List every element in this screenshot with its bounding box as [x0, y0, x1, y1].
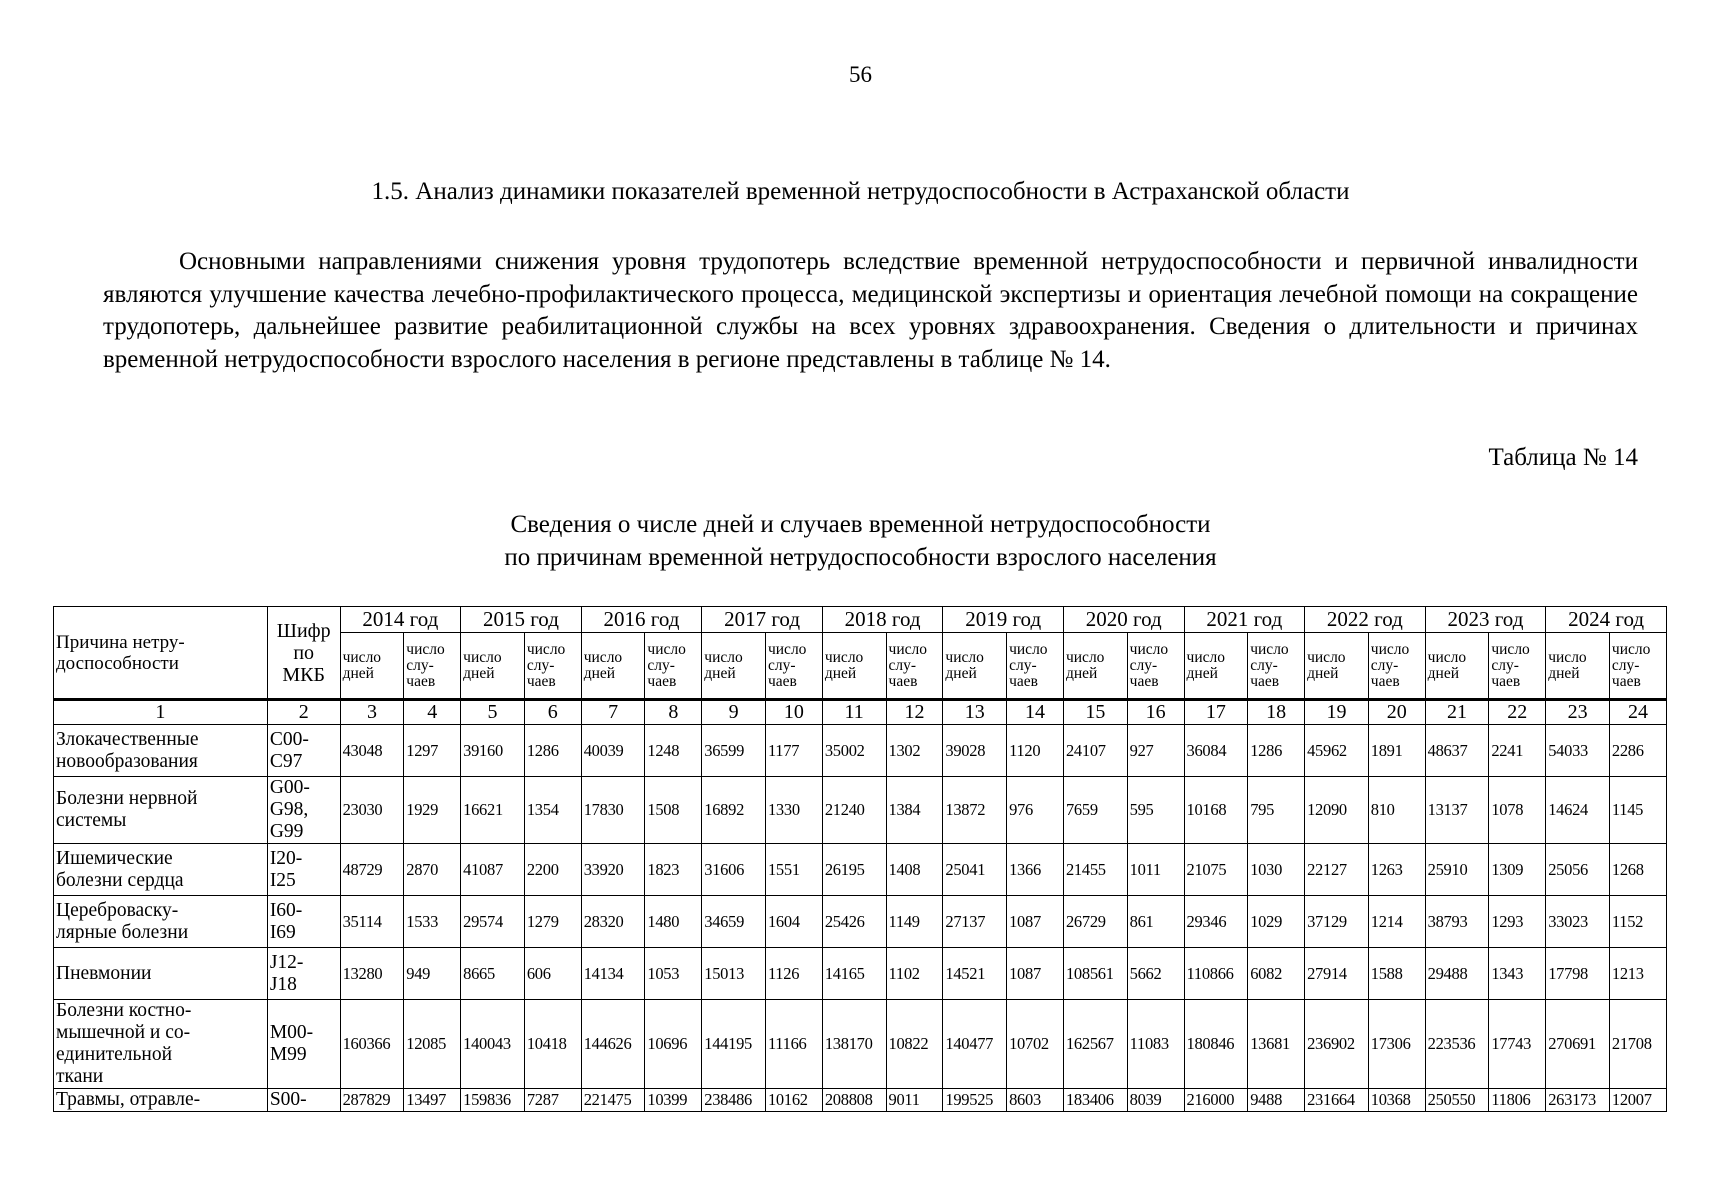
- sick-leave-table: [53, 606, 1667, 1112]
- column-number: 9: [702, 700, 766, 725]
- cell-cases: 1286: [1248, 725, 1305, 777]
- cell-days: 16621: [461, 777, 525, 844]
- cell-days: 29574: [461, 896, 525, 948]
- header-cases: число слу- чаев: [524, 633, 581, 700]
- cell-cause: Травмы, отравле-: [54, 1089, 268, 1112]
- header-year-2016: 2016 год: [581, 607, 702, 633]
- cell-cases: 21708: [1609, 1000, 1666, 1089]
- cell-cases: 8603: [1007, 1089, 1064, 1112]
- header-cases: число слу- чаев: [1127, 633, 1184, 700]
- cell-cases: 10368: [1368, 1089, 1425, 1112]
- column-number: 21: [1425, 700, 1489, 725]
- cell-days: 26195: [822, 844, 886, 896]
- cell-cases: 10702: [1007, 1000, 1064, 1089]
- cell-icd-code: M00- M99: [267, 1000, 340, 1089]
- cell-days: 140043: [461, 1000, 525, 1089]
- cell-days: 23030: [340, 777, 404, 844]
- cell-cases: 1102: [886, 948, 943, 1000]
- cell-days: 33920: [581, 844, 645, 896]
- header-days: число дней: [943, 633, 1007, 700]
- section-heading: 1.5. Анализ динамики показателей временной нетрудоспособности в Астраханской области: [371, 178, 1350, 205]
- cell-cases: 7287: [524, 1089, 581, 1112]
- column-number: 20: [1368, 700, 1425, 725]
- cell-cases: 1309: [1489, 844, 1546, 896]
- header-cases: число слу- чаев: [1248, 633, 1305, 700]
- cell-cases: 13681: [1248, 1000, 1305, 1089]
- cell-cases: 1120: [1007, 725, 1064, 777]
- cell-days: 238486: [702, 1089, 766, 1112]
- cell-icd-code: S00-: [267, 1089, 340, 1112]
- cell-days: 25056: [1546, 844, 1610, 896]
- cell-days: 21075: [1184, 844, 1248, 896]
- cell-days: 7659: [1063, 777, 1127, 844]
- column-number: 17: [1184, 700, 1248, 725]
- cell-icd-code: I20- I25: [267, 844, 340, 896]
- header-cases: число слу- чаев: [1609, 633, 1666, 700]
- cell-cases: 1029: [1248, 896, 1305, 948]
- cell-days: 162567: [1063, 1000, 1127, 1089]
- cell-cases: 1213: [1609, 948, 1666, 1000]
- table-row: [54, 844, 1667, 896]
- cell-days: 31606: [702, 844, 766, 896]
- cell-cases: 976: [1007, 777, 1064, 844]
- cell-cases: 1297: [404, 725, 461, 777]
- cell-cases: 1343: [1489, 948, 1546, 1000]
- table-title-line-1: Сведения о числе дней и случаев временной нетрудоспособности: [510, 511, 1211, 538]
- cell-cases: 1011: [1127, 844, 1184, 896]
- cell-cases: 11166: [765, 1000, 822, 1089]
- cell-days: 21455: [1063, 844, 1127, 896]
- cell-days: 236902: [1305, 1000, 1369, 1089]
- cell-days: 263173: [1546, 1089, 1610, 1112]
- cell-days: 29488: [1425, 948, 1489, 1000]
- cell-cases: 9488: [1248, 1089, 1305, 1112]
- cell-cases: 1078: [1489, 777, 1546, 844]
- cell-days: 250550: [1425, 1089, 1489, 1112]
- column-number: 23: [1546, 700, 1610, 725]
- cell-days: 199525: [943, 1089, 1007, 1112]
- column-number: 8: [645, 700, 702, 725]
- cell-days: 8665: [461, 948, 525, 1000]
- cell-days: 108561: [1063, 948, 1127, 1000]
- cell-cases: 595: [1127, 777, 1184, 844]
- column-number: 10: [765, 700, 822, 725]
- table-title-line-2: по причинам временной нетрудоспособности взрослого населения: [504, 544, 1217, 571]
- cell-days: 48729: [340, 844, 404, 896]
- header-days: число дней: [1305, 633, 1369, 700]
- cell-cases: 9011: [886, 1089, 943, 1112]
- header-year-2023: 2023 год: [1425, 607, 1546, 633]
- cell-cases: 1480: [645, 896, 702, 948]
- cell-cases: 1551: [765, 844, 822, 896]
- table-row: [54, 725, 1667, 777]
- header-days: число дней: [1546, 633, 1610, 700]
- cell-days: 43048: [340, 725, 404, 777]
- header-year-2015: 2015 год: [461, 607, 582, 633]
- header-days: число дней: [340, 633, 404, 700]
- cell-cases: 795: [1248, 777, 1305, 844]
- column-number: 24: [1609, 700, 1666, 725]
- column-number: 14: [1007, 700, 1064, 725]
- cell-icd-code: I60- I69: [267, 896, 340, 948]
- header-cases: число слу- чаев: [404, 633, 461, 700]
- cell-cases: 17306: [1368, 1000, 1425, 1089]
- cell-cases: 5662: [1127, 948, 1184, 1000]
- cell-days: 183406: [1063, 1089, 1127, 1112]
- cell-cases: 1214: [1368, 896, 1425, 948]
- table-row: [54, 948, 1667, 1000]
- cell-cases: 17743: [1489, 1000, 1546, 1089]
- header-year-2019: 2019 год: [943, 607, 1064, 633]
- cell-cases: 1384: [886, 777, 943, 844]
- cell-cases: 2241: [1489, 725, 1546, 777]
- header-cases: число слу- чаев: [1489, 633, 1546, 700]
- header-days: число дней: [702, 633, 766, 700]
- header-year-2017: 2017 год: [702, 607, 823, 633]
- cell-cases: 6082: [1248, 948, 1305, 1000]
- cell-cases: 1248: [645, 725, 702, 777]
- column-number: 7: [581, 700, 645, 725]
- column-number: 22: [1489, 700, 1546, 725]
- cell-days: 37129: [1305, 896, 1369, 948]
- cell-days: 110866: [1184, 948, 1248, 1000]
- cell-days: 12090: [1305, 777, 1369, 844]
- cell-days: 13137: [1425, 777, 1489, 844]
- cell-days: 40039: [581, 725, 645, 777]
- cell-days: 14624: [1546, 777, 1610, 844]
- cell-cases: 949: [404, 948, 461, 1000]
- cell-cause: Ишемические болезни сердца: [54, 844, 268, 896]
- cell-days: 16892: [702, 777, 766, 844]
- cell-days: 160366: [340, 1000, 404, 1089]
- cell-cases: 10418: [524, 1000, 581, 1089]
- column-number: 15: [1063, 700, 1127, 725]
- column-number: 2: [267, 700, 340, 725]
- cell-cases: 1408: [886, 844, 943, 896]
- cell-days: 36084: [1184, 725, 1248, 777]
- cell-cases: 13497: [404, 1089, 461, 1112]
- cell-cases: 1293: [1489, 896, 1546, 948]
- cell-cases: 1268: [1609, 844, 1666, 896]
- header-cases: число слу- чаев: [645, 633, 702, 700]
- cell-cases: 1823: [645, 844, 702, 896]
- cell-icd-code: C00- C97: [267, 725, 340, 777]
- cell-days: 45962: [1305, 725, 1369, 777]
- cell-cases: 927: [1127, 725, 1184, 777]
- cell-cause: Злокачественные новообразования: [54, 725, 268, 777]
- cell-cases: 10822: [886, 1000, 943, 1089]
- cell-days: 25426: [822, 896, 886, 948]
- cell-cases: 1030: [1248, 844, 1305, 896]
- column-number: 13: [943, 700, 1007, 725]
- cell-days: 22127: [1305, 844, 1369, 896]
- cell-cases: 1533: [404, 896, 461, 948]
- intro-paragraph: Основными направлениями снижения уровня трудопотерь вследствие временной нетрудоспособности и первичной инвалидности являются улучшение качества лечебно-профилактического процесса, медицинской экспертизы и ориентация лечебной помощи на сокращение трудопотерь, дальнейшее развитие реабилитационной службы на всех уровнях здравоохранения. Сведения о длительности и причинах временной нетрудоспособности взрослого населения в регионе представлены в таблице № 14.: [103, 248, 1638, 373]
- cell-days: 15013: [702, 948, 766, 1000]
- cell-days: 33023: [1546, 896, 1610, 948]
- header-year-2018: 2018 год: [822, 607, 943, 633]
- cell-days: 36599: [702, 725, 766, 777]
- cell-cases: 1149: [886, 896, 943, 948]
- cell-days: 25041: [943, 844, 1007, 896]
- header-cases: число слу- чаев: [765, 633, 822, 700]
- header-cases: число слу- чаев: [886, 633, 943, 700]
- cell-cases: 1286: [524, 725, 581, 777]
- header-cases: число слу- чаев: [1368, 633, 1425, 700]
- column-number: 11: [822, 700, 886, 725]
- table-row: [54, 777, 1667, 844]
- column-number: 12: [886, 700, 943, 725]
- cell-days: 14134: [581, 948, 645, 1000]
- cell-days: 223536: [1425, 1000, 1489, 1089]
- cell-days: 180846: [1184, 1000, 1248, 1089]
- cell-cases: 1087: [1007, 948, 1064, 1000]
- cell-days: 159836: [461, 1089, 525, 1112]
- header-year-2022: 2022 год: [1305, 607, 1426, 633]
- cell-cases: 1354: [524, 777, 581, 844]
- cell-cases: 11083: [1127, 1000, 1184, 1089]
- cell-days: 28320: [581, 896, 645, 948]
- column-number: 1: [54, 700, 268, 725]
- cell-cases: 8039: [1127, 1089, 1184, 1112]
- cell-cases: 12007: [1609, 1089, 1666, 1112]
- cell-cases: 10696: [645, 1000, 702, 1089]
- cell-days: 231664: [1305, 1089, 1369, 1112]
- cell-cause: Болезни костно- мышечной и со- единительной ткани: [54, 1000, 268, 1089]
- header-days: число дней: [1063, 633, 1127, 700]
- table-number: Таблица № 14: [1488, 444, 1638, 471]
- header-year-2020: 2020 год: [1063, 607, 1184, 633]
- column-number: 5: [461, 700, 525, 725]
- cell-days: 35114: [340, 896, 404, 948]
- cell-days: 14521: [943, 948, 1007, 1000]
- cell-cases: 1588: [1368, 948, 1425, 1000]
- cell-cases: 1279: [524, 896, 581, 948]
- cell-days: 21240: [822, 777, 886, 844]
- cell-cases: 11806: [1489, 1089, 1546, 1112]
- cell-cause: Цереброваску- лярные болезни: [54, 896, 268, 948]
- cell-cases: 810: [1368, 777, 1425, 844]
- column-number: 18: [1248, 700, 1305, 725]
- cell-days: 39028: [943, 725, 1007, 777]
- cell-days: 13872: [943, 777, 1007, 844]
- column-number: 19: [1305, 700, 1369, 725]
- table-row: [54, 1089, 1667, 1112]
- cell-days: 29346: [1184, 896, 1248, 948]
- cell-days: 34659: [702, 896, 766, 948]
- cell-days: 144195: [702, 1000, 766, 1089]
- cell-days: 26729: [1063, 896, 1127, 948]
- cell-days: 27137: [943, 896, 1007, 948]
- cell-cases: 1891: [1368, 725, 1425, 777]
- header-days: число дней: [822, 633, 886, 700]
- header-year-2024: 2024 год: [1546, 607, 1667, 633]
- header-days: число дней: [1425, 633, 1489, 700]
- cell-cases: 1929: [404, 777, 461, 844]
- column-number: 4: [404, 700, 461, 725]
- cell-cases: 1053: [645, 948, 702, 1000]
- cell-days: 138170: [822, 1000, 886, 1089]
- column-number: 3: [340, 700, 404, 725]
- cell-days: 140477: [943, 1000, 1007, 1089]
- table-row: [54, 1000, 1667, 1089]
- cell-cases: 10399: [645, 1089, 702, 1112]
- cell-cases: 10162: [765, 1089, 822, 1112]
- cell-days: 39160: [461, 725, 525, 777]
- cell-days: 41087: [461, 844, 525, 896]
- cell-days: 144626: [581, 1000, 645, 1089]
- cell-days: 287829: [340, 1089, 404, 1112]
- header-days: число дней: [1184, 633, 1248, 700]
- header-days: число дней: [581, 633, 645, 700]
- cell-cases: 1508: [645, 777, 702, 844]
- cell-days: 221475: [581, 1089, 645, 1112]
- cell-cases: 12085: [404, 1000, 461, 1089]
- header-cause: Причина нетру- доспособности: [54, 607, 268, 700]
- cell-days: 24107: [1063, 725, 1127, 777]
- header-icd-code: Шифр по МКБ: [267, 607, 340, 700]
- cell-cases: 1604: [765, 896, 822, 948]
- cell-cause: Болезни нервной системы: [54, 777, 268, 844]
- header-cases: число слу- чаев: [1007, 633, 1064, 700]
- cell-days: 17798: [1546, 948, 1610, 1000]
- cell-cases: 1126: [765, 948, 822, 1000]
- table-title: [0, 508, 1721, 574]
- cell-days: 35002: [822, 725, 886, 777]
- cell-cases: 2200: [524, 844, 581, 896]
- header-days: число дней: [461, 633, 525, 700]
- cell-cases: 1330: [765, 777, 822, 844]
- cell-days: 38793: [1425, 896, 1489, 948]
- page-number: 56: [849, 62, 872, 87]
- header-year-2014: 2014 год: [340, 607, 461, 633]
- cell-days: 208808: [822, 1089, 886, 1112]
- cell-days: 48637: [1425, 725, 1489, 777]
- cell-cases: 1263: [1368, 844, 1425, 896]
- cell-cases: 1177: [765, 725, 822, 777]
- cell-days: 270691: [1546, 1000, 1610, 1089]
- cell-icd-code: G00- G98, G99: [267, 777, 340, 844]
- cell-cases: 1087: [1007, 896, 1064, 948]
- cell-cases: 861: [1127, 896, 1184, 948]
- cell-cases: 2870: [404, 844, 461, 896]
- cell-days: 13280: [340, 948, 404, 1000]
- column-number: 6: [524, 700, 581, 725]
- cell-cases: 1302: [886, 725, 943, 777]
- cell-days: 216000: [1184, 1089, 1248, 1112]
- cell-cases: 1152: [1609, 896, 1666, 948]
- cell-days: 27914: [1305, 948, 1369, 1000]
- cell-cases: 1366: [1007, 844, 1064, 896]
- cell-icd-code: J12- J18: [267, 948, 340, 1000]
- header-year-2021: 2021 год: [1184, 607, 1305, 633]
- cell-cases: 1145: [1609, 777, 1666, 844]
- column-number: 16: [1127, 700, 1184, 725]
- cell-days: 25910: [1425, 844, 1489, 896]
- cell-days: 14165: [822, 948, 886, 1000]
- cell-cause: Пневмонии: [54, 948, 268, 1000]
- cell-cases: 606: [524, 948, 581, 1000]
- cell-days: 10168: [1184, 777, 1248, 844]
- cell-days: 17830: [581, 777, 645, 844]
- cell-days: 54033: [1546, 725, 1610, 777]
- cell-cases: 2286: [1609, 725, 1666, 777]
- table-row: [54, 896, 1667, 948]
